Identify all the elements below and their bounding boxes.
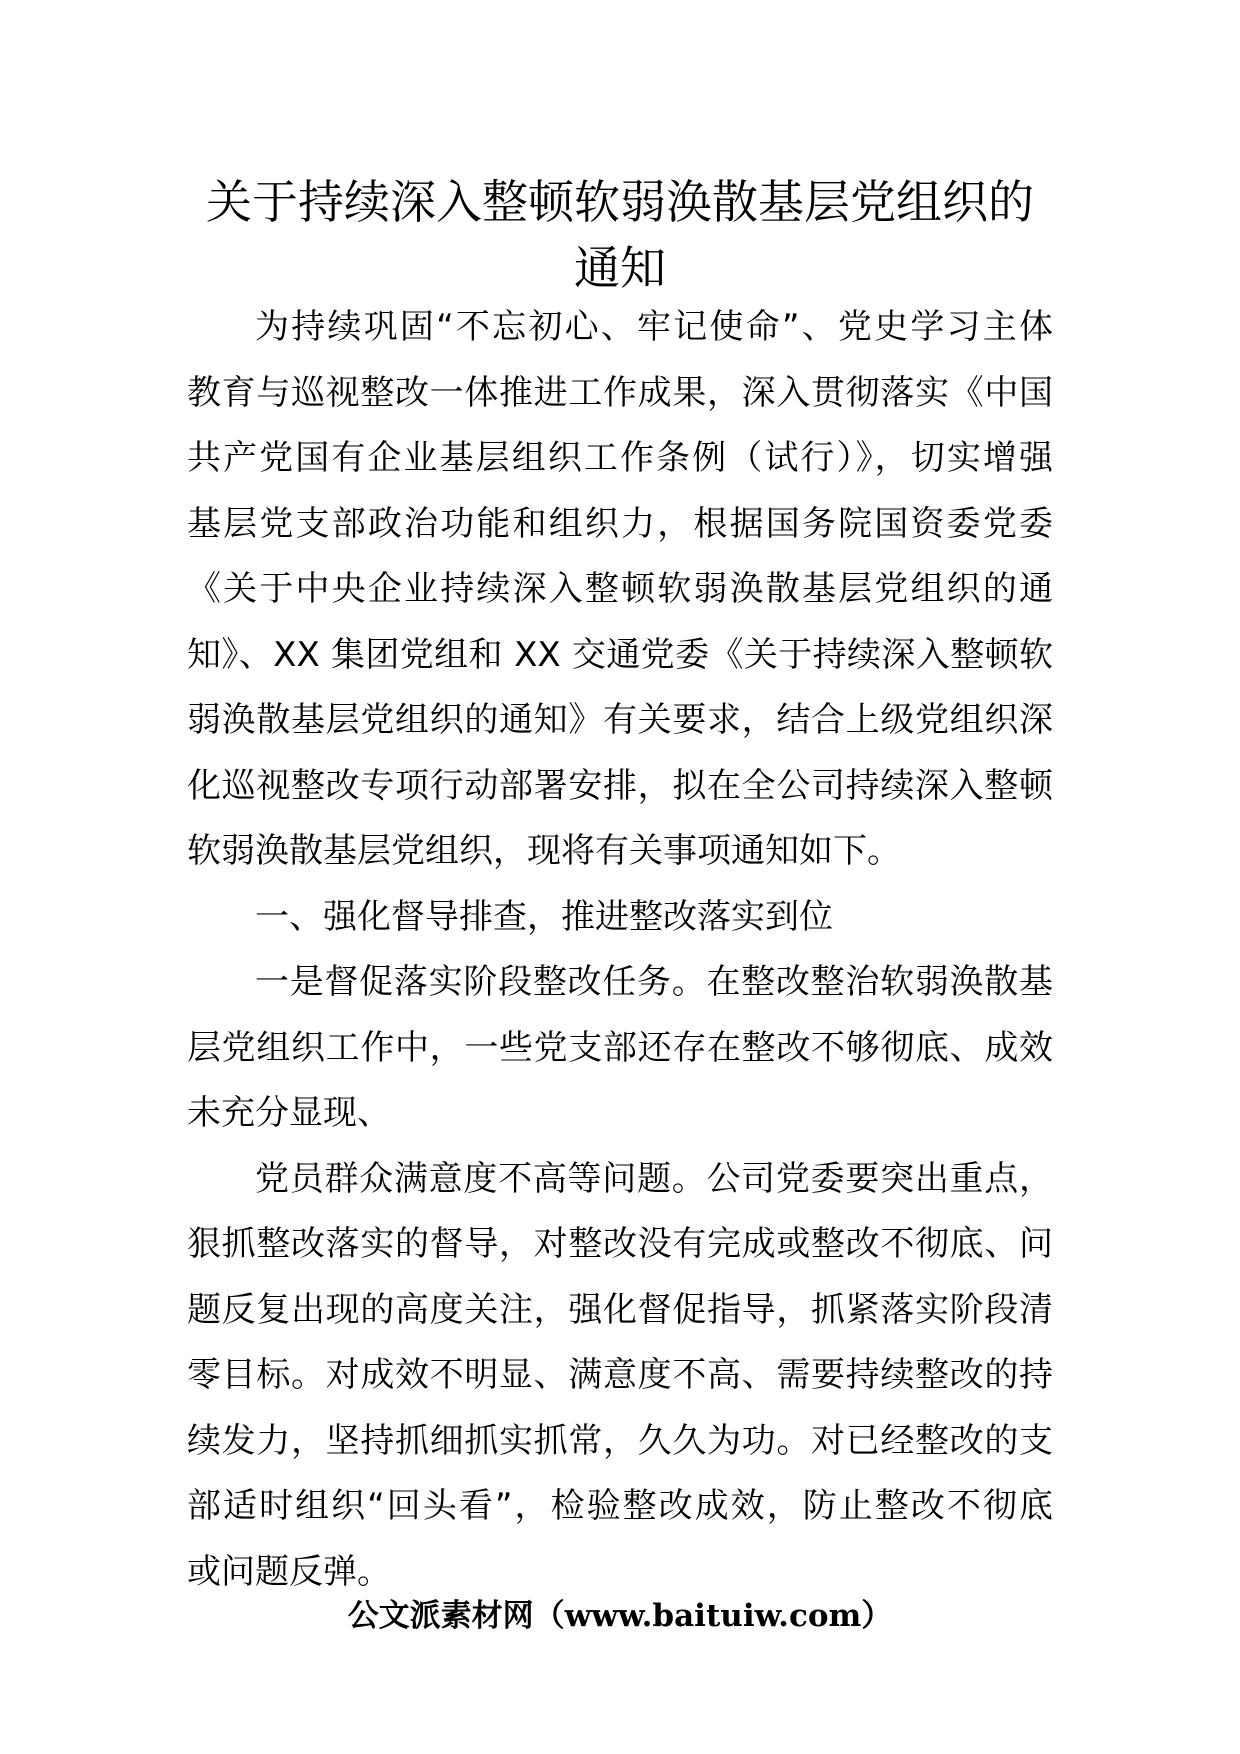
body-line: 或问题反弹。 xyxy=(187,1551,391,1592)
body-line: 未充分显现、 xyxy=(187,1093,391,1133)
body-line: 教育与巡视整改一体推进工作成果，深入贯彻落实《中国 xyxy=(187,372,1053,413)
footer-watermark-text: 公文派素材网（www.baituiw.com） xyxy=(347,1598,893,1634)
body-line: 软弱涣散基层党组织，现将有关事项通知如下。 xyxy=(187,831,901,871)
body-line: 党员群众满意度不高等问题。公司党委要突出重点， xyxy=(255,1158,1053,1199)
body-line: 题反复出现的高度关注，强化督促指导，抓紧落实阶段清 xyxy=(187,1289,1053,1330)
body-line: 化巡视整改专项行动部署安排，拟在全公司持续深入整顿 xyxy=(187,765,1053,806)
body-line: 《关于中央企业持续深入整顿软弱涣散基层党组织的通 xyxy=(187,569,1053,609)
body-line: 部适时组织“回头看”，检验整改成效，防止整改不彻底 xyxy=(187,1486,1053,1526)
document-body xyxy=(187,295,1053,1605)
body-line: 狠抓整改落实的督导，对整改没有完成或整改不彻底、问 xyxy=(187,1224,1053,1264)
body-line: 为持续巩固“不忘初心、牢记使命”、党史学习主体 xyxy=(255,307,1053,347)
body-line: 共产党国有企业基层组织工作条例（试行）》，切实增强 xyxy=(187,438,1053,478)
body-line: 知》、XX 集团党组和 XX 交通党委《关于持续深入整顿软 xyxy=(187,634,1053,675)
body-line: 弱涣散基层党组织的通知》有关要求，结合上级党组织深 xyxy=(187,700,1053,740)
body-line: 续发力，坚持抓细抓实抓常，久久为功。对已经整改的支 xyxy=(187,1420,1053,1461)
section-heading: 一、强化督导排查，推进整改落实到位 xyxy=(255,896,833,937)
document-title-line-2: 通知 xyxy=(574,241,666,295)
body-line: 零目标。对成效不明显、满意度不高、需要持续整改的持 xyxy=(187,1355,1053,1395)
body-line: 层党组织工作中，一些党支部还存在整改不够彻底、成效 xyxy=(187,1027,1053,1068)
document-title-line-1: 关于持续深入整顿软弱涣散基层党组织的 xyxy=(206,175,1034,229)
body-line: 一是督促落实阶段整改任务。在整改整治软弱涣散基 xyxy=(255,962,1053,1002)
body-line: 基层党支部政治功能和组织力，根据国务院国资委党委 xyxy=(187,503,1053,544)
